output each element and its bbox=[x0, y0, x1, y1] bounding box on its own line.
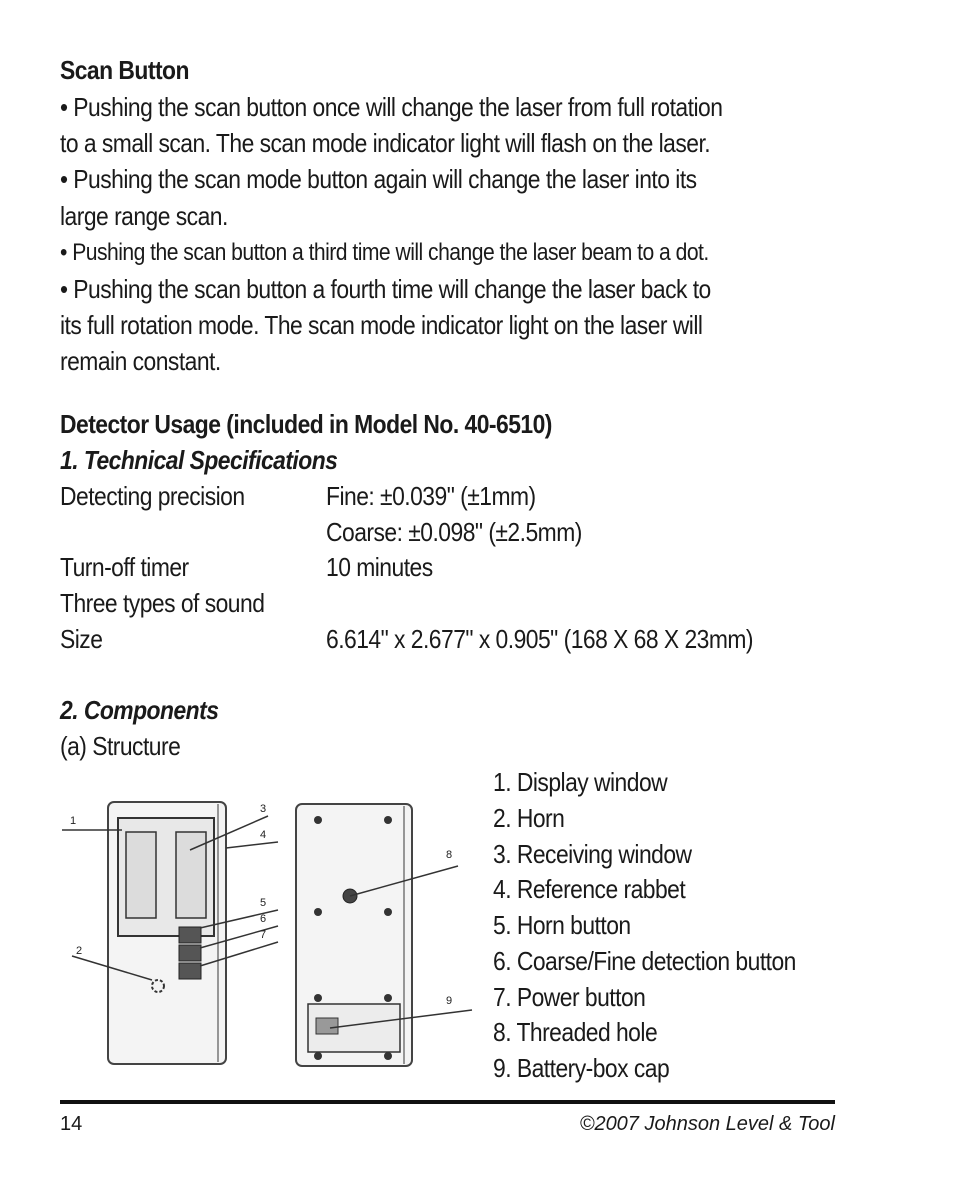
fig-label-4: 4 bbox=[260, 829, 267, 841]
component-item: 8. Threaded hole bbox=[493, 1017, 658, 1047]
detector-front-view bbox=[62, 802, 278, 1064]
component-item: 3. Receiving window bbox=[493, 839, 692, 869]
components-heading: 2. Components bbox=[60, 695, 219, 725]
tech-spec-heading: 1. Technical Specifications bbox=[60, 445, 338, 475]
footer-rule bbox=[60, 1100, 835, 1104]
scan-line: large range scan. bbox=[60, 201, 228, 231]
scan-line: • Pushing the scan button a fourth time will change the laser back to bbox=[60, 274, 711, 304]
fig-label-5: 5 bbox=[260, 897, 267, 909]
structure-label: (a) Structure bbox=[60, 731, 181, 761]
detector-heading: Detector Usage (included in Model No. 40-6510) bbox=[60, 409, 552, 439]
fig-label-2: 2 bbox=[76, 945, 83, 957]
scan-line: • Pushing the scan button once will change the laser from full rotation bbox=[60, 92, 723, 122]
spec-value: 10 minutes bbox=[326, 552, 433, 582]
detector-diagram bbox=[60, 790, 480, 1080]
spec-label: Detecting precision bbox=[60, 481, 245, 511]
scan-button-heading: Scan Button bbox=[60, 55, 189, 85]
fig-label-7: 7 bbox=[260, 929, 267, 941]
fig-label-8: 8 bbox=[446, 849, 453, 861]
component-item: 2. Horn bbox=[493, 803, 565, 833]
scan-line: its full rotation mode. The scan mode indicator light on the laser will bbox=[60, 310, 703, 340]
fig-label-3: 3 bbox=[260, 803, 267, 815]
scan-line: • Pushing the scan mode button again will change the laser into its bbox=[60, 164, 697, 194]
spec-label: Size bbox=[60, 624, 103, 654]
spec-label: Turn-off timer bbox=[60, 552, 189, 582]
scan-line: to a small scan. The scan mode indicator light will flash on the laser. bbox=[60, 128, 711, 158]
fig-label-6: 6 bbox=[260, 913, 267, 925]
spec-label: Three types of sound bbox=[60, 588, 265, 618]
copyright: ©2007 Johnson Level & Tool bbox=[579, 1113, 835, 1135]
spec-value: Fine: ±0.039" (±1mm) bbox=[326, 481, 536, 511]
component-item: 6. Coarse/Fine detection button bbox=[493, 946, 796, 976]
component-item: 1. Display window bbox=[493, 767, 668, 797]
coarse-fine-button bbox=[179, 945, 201, 961]
power-button bbox=[179, 963, 201, 979]
scan-line: • Pushing the scan button a third time will change the laser beam to a dot. bbox=[60, 239, 709, 266]
component-item: 9. Battery-box cap bbox=[493, 1053, 670, 1083]
fig-label-9: 9 bbox=[446, 995, 453, 1007]
horn-button bbox=[179, 927, 201, 943]
component-item: 4. Reference rabbet bbox=[493, 874, 686, 904]
detector-back-view bbox=[296, 804, 472, 1066]
spec-value: Coarse: ±0.098" (±2.5mm) bbox=[326, 517, 582, 547]
component-item: 5. Horn button bbox=[493, 910, 631, 940]
component-item: 7. Power button bbox=[493, 982, 646, 1012]
spec-value: 6.614" x 2.677" x 0.905" (168 X 68 X 23mm) bbox=[326, 624, 754, 654]
fig-label-1: 1 bbox=[70, 815, 77, 827]
scan-line: remain constant. bbox=[60, 346, 221, 376]
page-number: 14 bbox=[60, 1113, 83, 1135]
